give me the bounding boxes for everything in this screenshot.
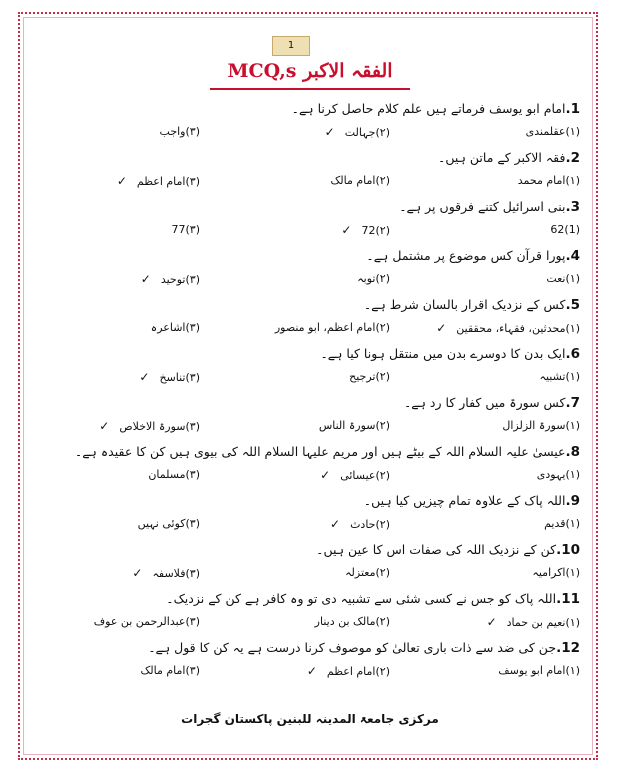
options-row [40, 415, 580, 439]
check-icon: ✓ [306, 664, 317, 678]
check-icon: ✓ [486, 615, 497, 629]
option-1 [498, 664, 580, 677]
check-icon: ✓ [341, 223, 352, 237]
option-label: (۲)امام اعظم، ابو منصور [274, 321, 390, 334]
option-3 [139, 370, 200, 384]
check-icon: ✓ [324, 125, 335, 139]
question-text: جن کی ضد سے ذات باری تعالیٰ کو موصوف کرنا درست ہے یہ کن کا قول ہے۔ [148, 640, 557, 655]
option-3 [94, 615, 200, 628]
option-2 [275, 321, 390, 334]
footer-institution: مرکزی جامعۃ المدینہ للبنین پاکستان گجرات [181, 712, 439, 726]
option-label: (۳)کوئی نہیں [137, 517, 200, 530]
question-1 [40, 96, 580, 121]
option-3 [151, 321, 200, 334]
question-4 [40, 243, 580, 268]
question-text: امام ابو یوسف فرماتے ہیں علم کلام حاصل کرنا ہے۔ [291, 101, 566, 116]
option-label: (۳)مسلمان [148, 468, 200, 481]
option-1 [487, 615, 580, 629]
option-1 [537, 468, 580, 481]
option-2 [357, 272, 390, 285]
question-9 [40, 488, 580, 513]
question-text: بنی اسرائیل کتنے فرقوں پر ہے۔ [399, 199, 566, 214]
option-label: (۲)مالک بن دینار [314, 615, 390, 628]
question-number: 9. [565, 493, 580, 509]
option-2 [341, 223, 390, 237]
option-label: (۱)امام محمد [517, 174, 580, 187]
option-label: (۳)فلاسفہ [152, 567, 200, 580]
options-row [40, 464, 580, 488]
question-6 [40, 341, 580, 366]
option-label: (۱)محدثین، فقہاء، محققین [456, 322, 580, 335]
option-3 [132, 566, 200, 580]
question-number: 3. [565, 199, 580, 215]
options-row [40, 513, 580, 537]
option-3 [140, 664, 200, 677]
option-2 [315, 615, 390, 628]
option-label: (۲)معتزلہ [345, 566, 390, 579]
options-row [40, 611, 580, 635]
question-number: 12. [556, 640, 580, 656]
question-text: ایک بدن کا دوسرے بدن میں منتقل ہونا کیا ہے۔ [320, 346, 566, 361]
question-text: عیسیٰ علیہ السلام اللہ کے بیٹے ہیں اور مریم علیہا السلام اللہ کی بیوی ہیں کن کا عقیدہ ہے۔ [74, 444, 566, 459]
option-label: (۱)سورۃ الزلزال [502, 419, 580, 432]
option-3 [148, 468, 200, 481]
option-1 [550, 223, 580, 236]
option-2 [320, 468, 390, 482]
question-8 [40, 439, 580, 464]
option-3 [160, 125, 200, 138]
options-row [40, 660, 580, 684]
option-3 [141, 272, 200, 286]
option-label: (۲)جہالت [344, 126, 390, 139]
options-row [40, 562, 580, 586]
check-icon: ✓ [99, 419, 110, 433]
option-label: (۱)قدیم [544, 517, 580, 530]
check-icon: ✓ [139, 370, 150, 384]
option-1 [436, 321, 580, 335]
option-1 [526, 125, 580, 138]
option-label: (۲)حادث [350, 518, 390, 531]
option-2 [330, 174, 390, 187]
options-row [40, 268, 580, 292]
option-label: (۱)اکرامیہ [532, 566, 580, 579]
option-3 [138, 517, 200, 530]
check-icon: ✓ [330, 517, 341, 531]
question-5 [40, 292, 580, 317]
option-2 [330, 517, 390, 531]
option-label: (۱)یہودی [536, 468, 580, 481]
option-label: (۳)77 [171, 223, 200, 236]
option-2 [345, 566, 390, 579]
question-number: 5. [565, 297, 580, 313]
option-label: (۳)امام اعظم [136, 175, 200, 188]
check-icon: ✓ [140, 272, 151, 286]
page-title: الفقہ الاکبر MCQ,s [227, 60, 393, 82]
check-icon: ✓ [320, 468, 331, 482]
options-row [40, 317, 580, 341]
option-label: (1)62 [550, 223, 580, 236]
question-number: 6. [565, 346, 580, 362]
check-icon: ✓ [132, 566, 143, 580]
option-2 [349, 370, 390, 383]
question-3 [40, 194, 580, 219]
question-10 [40, 537, 580, 562]
option-label: (۳)واجب [159, 125, 200, 138]
option-label: (۱)عقلمندی [525, 125, 580, 138]
option-3 [117, 174, 200, 188]
option-label: (۳)امام مالک [140, 664, 200, 677]
option-1 [532, 566, 580, 579]
question-number: 1. [565, 101, 580, 117]
option-label: (۲)72 [361, 224, 390, 237]
option-label: (۳)سورۃ الاخلاص [119, 420, 200, 433]
options-row [40, 121, 580, 145]
title-underline [210, 88, 410, 90]
option-2 [307, 664, 390, 678]
check-icon: ✓ [436, 321, 447, 335]
option-label: (۲)عیسائی [340, 469, 390, 482]
options-row [40, 366, 580, 390]
question-text: کن کے نزدیک اللہ کی صفات اس کا عین ہیں۔ [316, 542, 557, 557]
option-1 [546, 272, 580, 285]
option-label: (۳)توحید [160, 273, 200, 286]
option-3 [99, 419, 200, 433]
option-label: (۱)نعیم بن حماد [506, 616, 580, 629]
options-row [40, 219, 580, 243]
page-number-badge: 1 [272, 36, 310, 56]
option-label: (۲)توبہ [357, 272, 390, 285]
option-2 [325, 125, 390, 139]
option-1 [544, 517, 580, 530]
question-text: اللہ پاک کے علاوہ تمام چیزیں کیا ہیں۔ [363, 493, 566, 508]
option-label: (۱)تشبیہ [539, 370, 580, 383]
question-text: کس کے نزدیک اقرار بالسان شرط ہے۔ [363, 297, 566, 312]
option-label: (۳)اشاعرہ [150, 321, 200, 334]
option-3 [171, 223, 200, 236]
option-1 [502, 419, 580, 432]
question-12 [40, 635, 580, 660]
question-number: 8. [565, 444, 580, 460]
question-number: 10. [556, 542, 580, 558]
option-1 [518, 174, 580, 187]
question-number: 11. [556, 591, 580, 607]
option-label: (۲)امام مالک [330, 174, 390, 187]
question-text: فقہ الاکبر کے ماتن ہیں۔ [438, 150, 566, 165]
question-list [40, 96, 580, 684]
option-2 [319, 419, 390, 432]
option-label: (۳)عبدالرحمن بن عوف [93, 615, 200, 628]
question-text: کس سورۃ میں کفار کا رد ہے۔ [403, 395, 566, 410]
question-number: 7. [565, 395, 580, 411]
check-icon: ✓ [116, 174, 127, 188]
option-label: (۱)امام ابو یوسف [498, 664, 580, 677]
question-7 [40, 390, 580, 415]
options-row [40, 170, 580, 194]
option-label: (۲)امام اعظم [326, 665, 390, 678]
option-label: (۱)نعت [546, 272, 580, 285]
option-label: (۲)ترجیح [349, 370, 390, 383]
question-number: 4. [565, 248, 580, 264]
question-number: 2. [565, 150, 580, 166]
question-text: اللہ پاک کو جس نے کسی شئی سے تشبیہ دی تو وہ کافر ہے کن کے نزدیک۔ [166, 591, 557, 606]
question-11 [40, 586, 580, 611]
option-label: (۳)تناسخ [159, 371, 200, 384]
question-2 [40, 145, 580, 170]
question-text: پورا قرآن کس موضوع پر مشتمل ہے۔ [366, 248, 566, 263]
option-label: (۲)سورۃ الناس [318, 419, 390, 432]
option-1 [540, 370, 580, 383]
